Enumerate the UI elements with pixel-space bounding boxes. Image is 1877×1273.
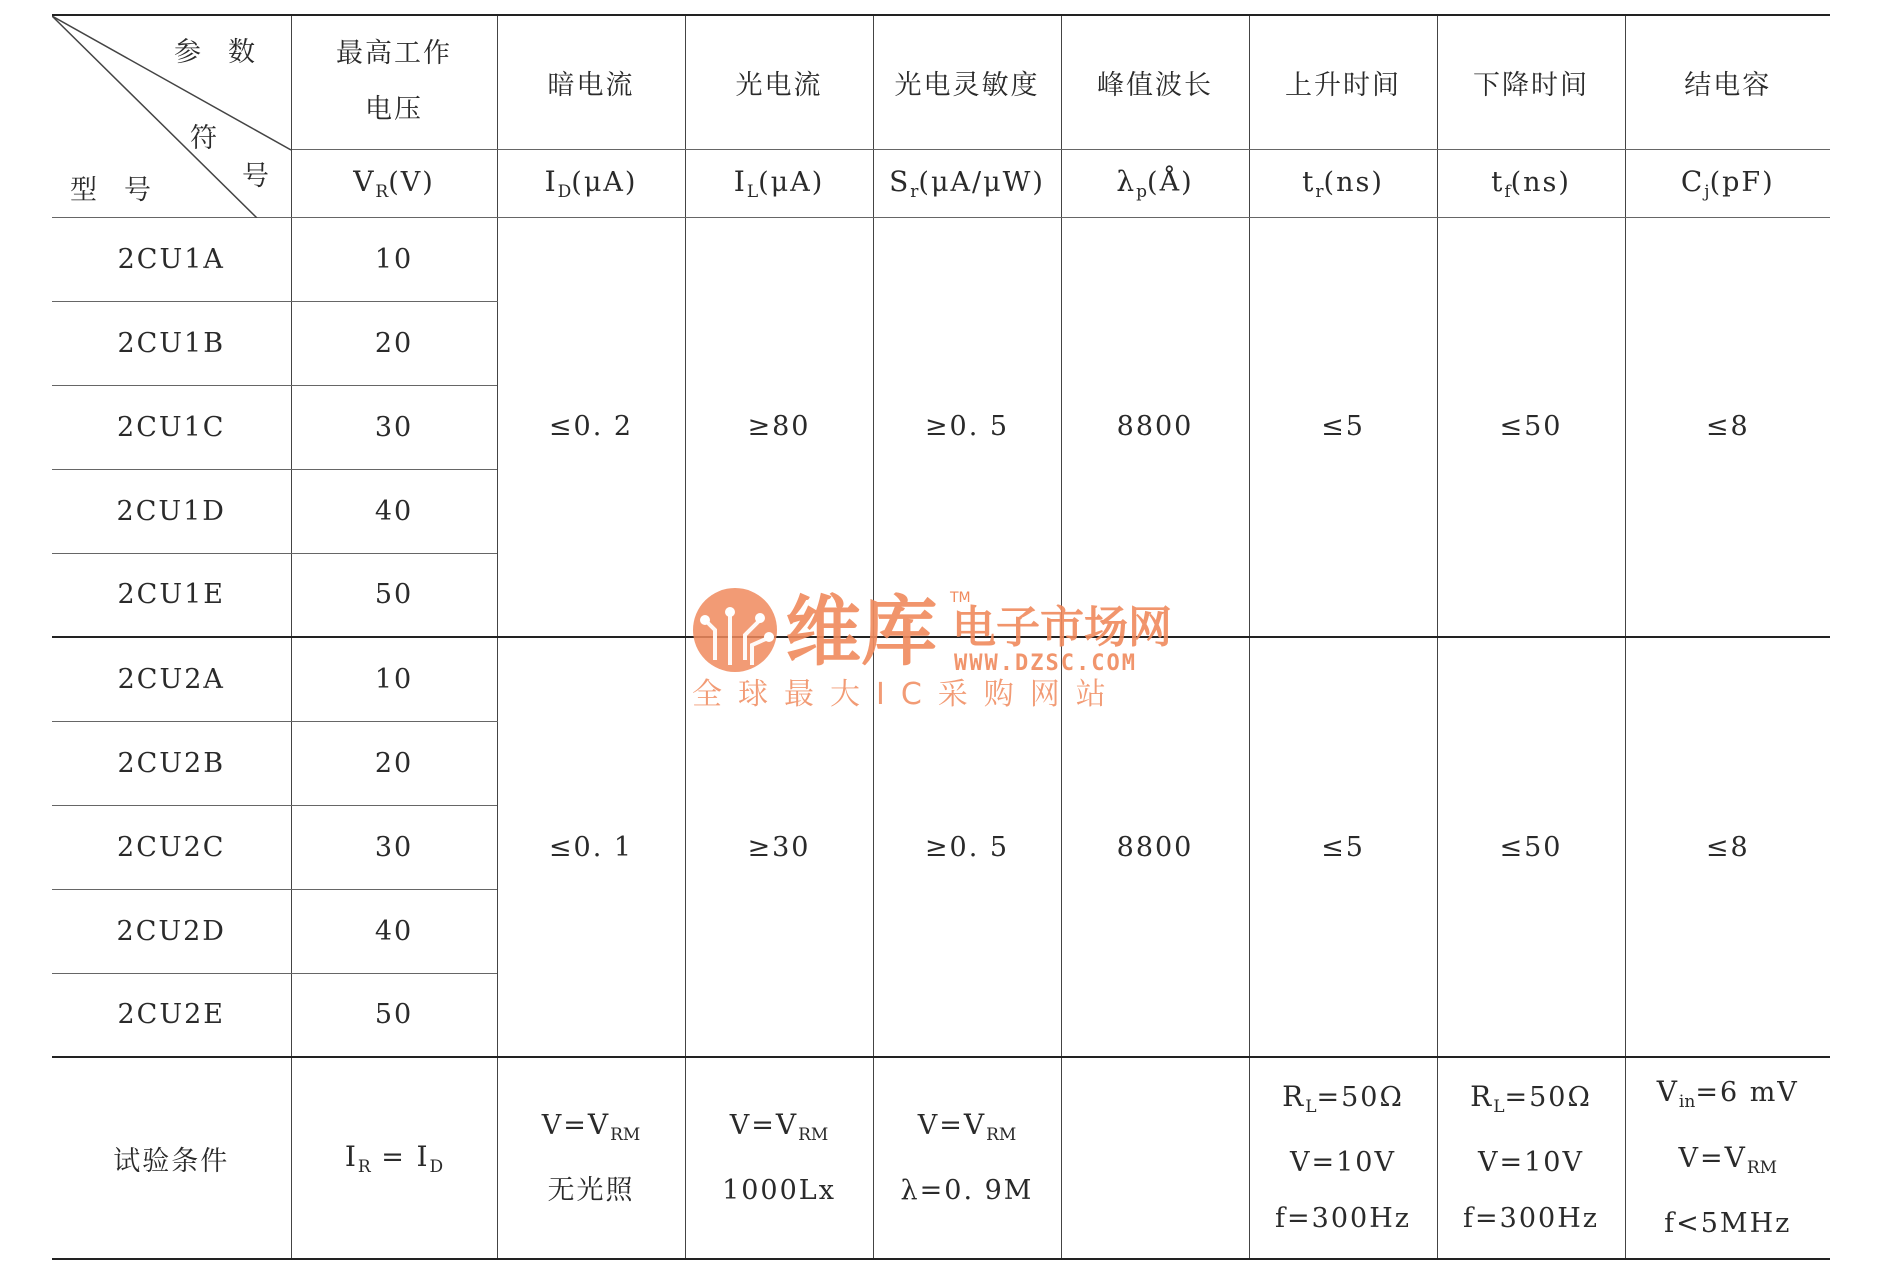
- header-title-tr: 上升时间: [1249, 15, 1437, 149]
- group-value-tr: ≤5: [1249, 217, 1437, 637]
- header-title-tf: 下降时间: [1437, 15, 1625, 149]
- vr-cell: 10: [291, 637, 497, 721]
- condition-tf: $R_L=50\Omega$ V=10V f=300Hz: [1437, 1057, 1625, 1259]
- model-cell: 2CU2A: [52, 637, 291, 721]
- model-cell: 2CU1E: [52, 553, 291, 637]
- corner-symbol-label: 符: [190, 123, 217, 154]
- vr-cell: 40: [291, 469, 497, 553]
- vr-cell: 10: [291, 217, 497, 301]
- table-row: [52, 637, 1830, 721]
- group-value-lambda: 8800: [1061, 217, 1249, 637]
- group-value-lambda: 8800: [1061, 637, 1249, 1057]
- header-title-il: 光电流: [685, 15, 873, 149]
- condition-sr: $V=V_{RM}$ λ=0. 9M: [873, 1057, 1061, 1259]
- group-value-id: ≤0. 2: [497, 217, 685, 637]
- model-cell: 2CU2B: [52, 721, 291, 805]
- header-corner-cell: [52, 15, 291, 217]
- svg-text:维库: 维库: [785, 587, 937, 676]
- model-cell: 2CU1A: [52, 217, 291, 301]
- header-symbol-il: $I_L(\mu A)$: [685, 149, 873, 217]
- group-value-sr: ≥0. 5: [873, 217, 1061, 637]
- group-value-il: ≥80: [685, 217, 873, 637]
- model-cell: 2CU1C: [52, 385, 291, 469]
- condition-lambda: [1061, 1057, 1249, 1259]
- vr-cell: 30: [291, 805, 497, 889]
- model-cell: 2CU1D: [52, 469, 291, 553]
- vr-cell: 20: [291, 301, 497, 385]
- model-cell: 2CU2D: [52, 889, 291, 973]
- header-symbol-tr: $t_r(ns)$: [1249, 149, 1437, 217]
- header-symbol-lambda: $\lambda_p(Å)$: [1061, 149, 1249, 217]
- corner-model-label: 型 号: [70, 175, 151, 206]
- model-cell: 2CU2C: [52, 805, 291, 889]
- header-symbol-sr: $S_r(\mu A/\mu W)$: [873, 149, 1061, 217]
- svg-text:电子市场网: 电子市场网: [952, 602, 1172, 653]
- vr-cell: 20: [291, 721, 497, 805]
- svg-text:TM: TM: [950, 590, 971, 606]
- conditions-label: 试验条件: [52, 1057, 291, 1259]
- corner-symbol-label-2: 号: [242, 161, 269, 192]
- header-title-vr: 最高工作 电压: [291, 15, 497, 149]
- header-title-sr: 光电灵敏度: [873, 15, 1061, 149]
- condition-id: $V=V_{RM}$ 无光照: [497, 1057, 685, 1259]
- group-value-id: ≤0. 1: [497, 637, 685, 1057]
- group-value-tf: ≤50: [1437, 637, 1625, 1057]
- condition-cj: $V_{in}=6$ mV $V=V_{RM}$ f<5MHz: [1625, 1057, 1830, 1259]
- condition-vr: $I_R = I_D$: [291, 1057, 497, 1259]
- model-cell: 2CU1B: [52, 301, 291, 385]
- vr-cell: 50: [291, 553, 497, 637]
- vr-cell: 40: [291, 889, 497, 973]
- header-title-id: 暗电流: [497, 15, 685, 149]
- group-value-tf: ≤50: [1437, 217, 1625, 637]
- spec-table: [52, 14, 1830, 1260]
- header-title-cj: 结电容: [1625, 15, 1830, 149]
- header-symbol-vr: $V_R(V)$: [291, 149, 497, 217]
- group-value-cj: ≤8: [1625, 217, 1830, 637]
- table-row: [52, 217, 1830, 301]
- svg-text:WWW.DZSC.COM: WWW.DZSC.COM: [954, 651, 1137, 676]
- vr-cell: 50: [291, 973, 497, 1057]
- header-symbol-cj: $C_j(pF)$: [1625, 149, 1830, 217]
- group-value-tr: ≤5: [1249, 637, 1437, 1057]
- group-value-cj: ≤8: [1625, 637, 1830, 1057]
- group-value-sr: ≥0. 5: [873, 637, 1061, 1057]
- svg-text:全球最大IC采购网站: 全球最大IC采购网站: [692, 677, 1122, 710]
- group-value-il: ≥30: [685, 637, 873, 1057]
- header-symbol-id: $I_D(\mu A)$: [497, 149, 685, 217]
- vr-cell: 30: [291, 385, 497, 469]
- model-cell: 2CU2E: [52, 973, 291, 1057]
- conditions-row: [52, 1057, 1830, 1259]
- header-title-lambda: 峰值波长: [1061, 15, 1249, 149]
- condition-il: $V=V_{RM}$ 1000Lx: [685, 1057, 873, 1259]
- corner-params-label: 参 数: [174, 37, 255, 68]
- condition-tr: $R_L=50\Omega$ V=10V f=300Hz: [1249, 1057, 1437, 1259]
- header-symbol-tf: $t_f(ns)$: [1437, 149, 1625, 217]
